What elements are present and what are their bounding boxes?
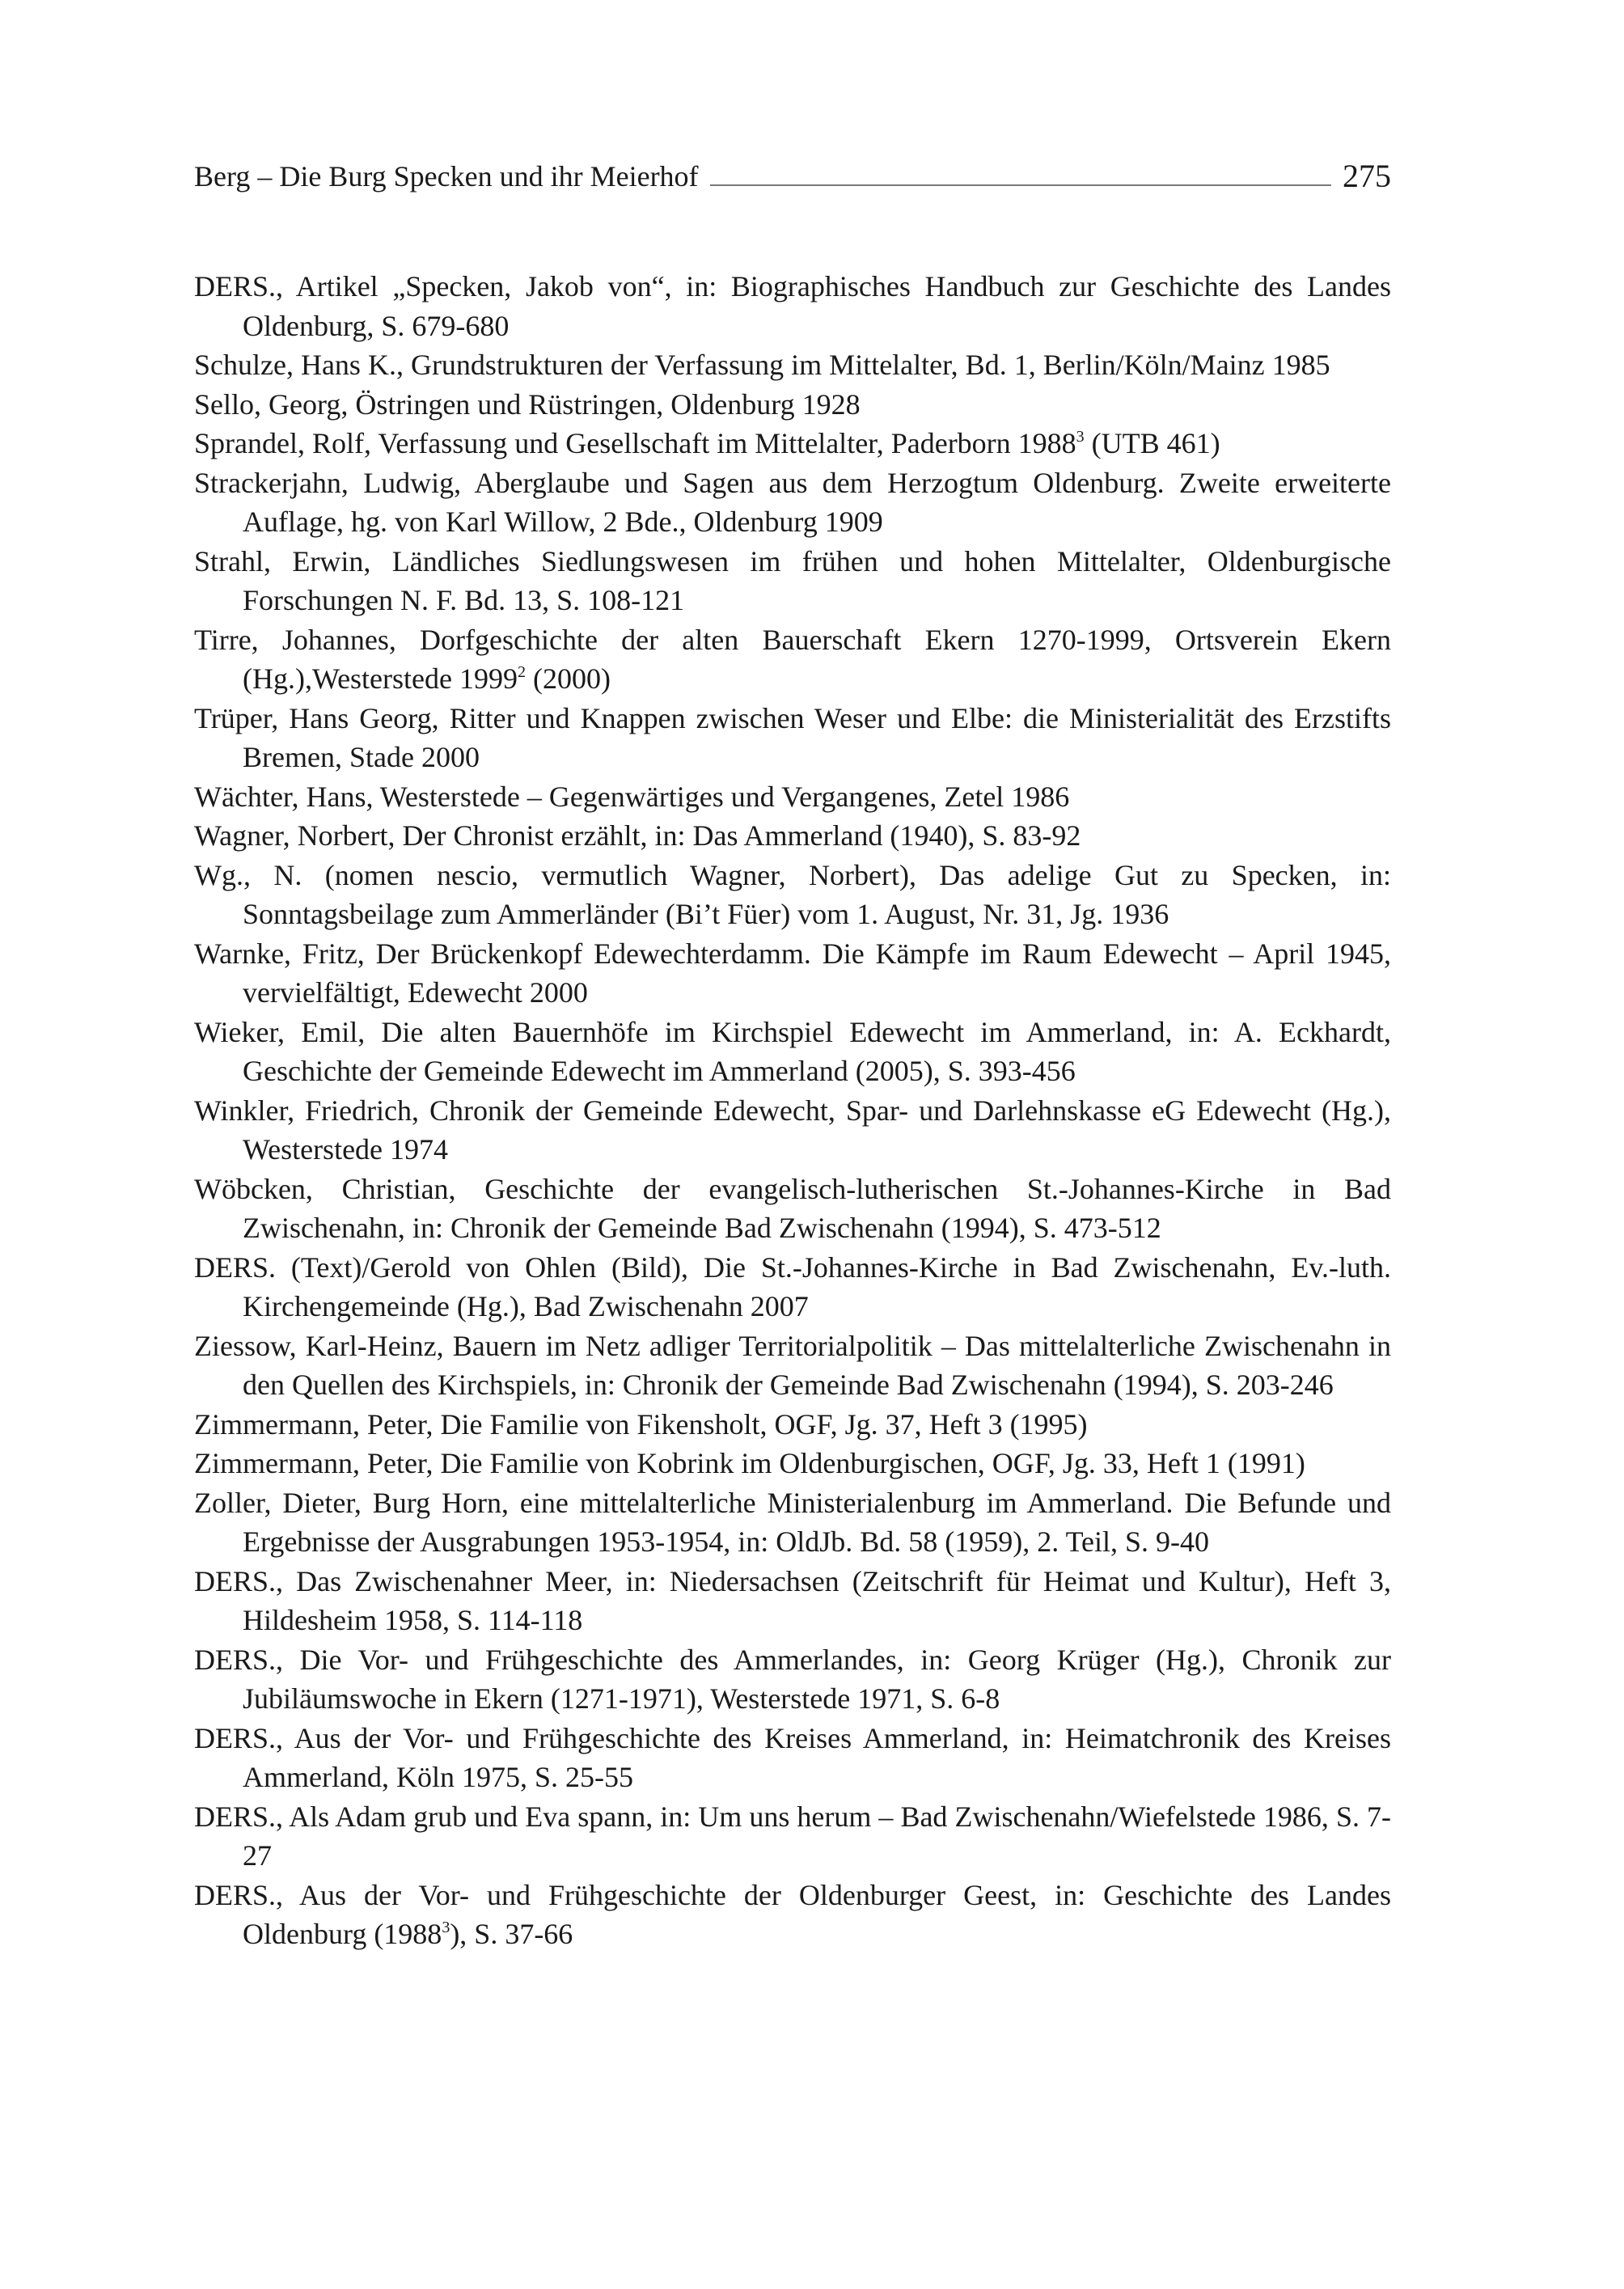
bibliography-entry bbox=[194, 856, 1391, 934]
entry-text: DERS. (Text)/Gerold von Ohlen (Bild), Die St.-Johannes-Kirche in Bad Zwischenahn, Ev.-luth. Kirchengemeinde (Hg.), Bad Zwischenahn 2007 bbox=[194, 1250, 1391, 1322]
entry-text: Wöbcken, Christian, Geschichte der evangelisch-lutherischen St.-Johannes-Kirche in Bad Zwischenahn, in: Chronik der Gemeinde Bad Zwischenahn (1994), S. 473-512 bbox=[194, 1172, 1391, 1244]
running-head-rule bbox=[710, 184, 1331, 186]
entry-text-continued: (UTB 461) bbox=[1084, 427, 1220, 459]
bibliography-list bbox=[194, 267, 1391, 1954]
entry-text: Wächter, Hans, Westerstede – Gegenwärtiges und Vergangenes, Zetel 1986 bbox=[194, 780, 1070, 813]
entry-text: Trüper, Hans Georg, Ritter und Knappen zwischen Weser und Elbe: die Ministerialität des Erzstifts Bremen, Stade 2000 bbox=[194, 701, 1391, 773]
bibliography-entry bbox=[194, 385, 1391, 425]
bibliography-entry bbox=[194, 816, 1391, 856]
bibliography-entry bbox=[194, 620, 1391, 699]
edition-superscript: 3 bbox=[1076, 428, 1085, 446]
entry-text: DERS., Aus der Vor- und Frühgeschichte der Oldenburger Geest, in: Geschichte des Landes Oldenburg (1988 bbox=[194, 1878, 1391, 1950]
entry-text: Wagner, Norbert, Der Chronist erzählt, in: Das Ammerland (1940), S. 83-92 bbox=[194, 819, 1081, 852]
edition-superscript: 3 bbox=[442, 1919, 450, 1936]
entry-text: Sello, Georg, Östringen und Rüstringen, Oldenburg 1928 bbox=[194, 387, 861, 421]
entry-text: Sprandel, Rolf, Verfassung und Gesellschaft im Mittelalter, Paderborn 1988 bbox=[194, 427, 1076, 459]
page-number: 275 bbox=[1343, 158, 1391, 194]
entry-text: Zimmermann, Peter, Die Familie von Kobrink im Oldenburgischen, OGF, Jg. 33, Heft 1 (1991) bbox=[194, 1447, 1305, 1479]
bibliography-entry bbox=[194, 345, 1391, 385]
bibliography-entry bbox=[194, 1248, 1391, 1326]
entry-text: DERS., Aus der Vor- und Frühgeschichte des Kreises Ammerland, in: Heimatchronik des Kreises Ammerland, Köln 1975, S. 25-55 bbox=[194, 1721, 1391, 1793]
entry-text-continued: (2000) bbox=[526, 662, 611, 695]
bibliography-entry bbox=[194, 542, 1391, 620]
bibliography-entry bbox=[194, 463, 1391, 542]
bibliography-entry bbox=[194, 1326, 1391, 1405]
bibliography-entry bbox=[194, 934, 1391, 1013]
bibliography-entry bbox=[194, 1405, 1391, 1445]
entry-text: DERS., Als Adam grub und Eva spann, in: Um uns herum – Bad Zwischenahn/Wiefelstede 1986, S. 7-27 bbox=[194, 1800, 1391, 1872]
entry-text: Zimmermann, Peter, Die Familie von Fikensholt, OGF, Jg. 37, Heft 3 (1995) bbox=[194, 1407, 1088, 1441]
bibliography-entry bbox=[194, 1483, 1391, 1562]
entry-text: Schulze, Hans K., Grundstrukturen der Verfassung im Mittelalter, Bd. 1, Berlin/Köln/Mainz 1985 bbox=[194, 349, 1330, 381]
entry-text: DERS., Artikel „Specken, Jakob von“, in: Biographisches Handbuch zur Geschichte des Landes Oldenburg, S. 679-680 bbox=[194, 270, 1391, 342]
edition-superscript: 2 bbox=[518, 663, 526, 681]
entry-text: Warnke, Fritz, Der Brückenkopf Edewechterdamm. Die Kämpfe im Raum Edewecht – April 1945, vervielfältigt, Edewecht 2000 bbox=[194, 937, 1391, 1009]
bibliography-entry bbox=[194, 1562, 1391, 1640]
entry-text: Strahl, Erwin, Ländliches Siedlungswesen im frühen und hohen Mittelalter, Oldenburgische Forschungen N. F. Bd. 13, S. 108-121 bbox=[194, 544, 1391, 616]
bibliography-entry bbox=[194, 1719, 1391, 1797]
entry-text: Ziessow, Karl-Heinz, Bauern im Netz adliger Territorialpolitik – Das mittelalterliche Zwischenahn in den Quellen des Kirchspiels, in: Chronik der Gemeinde Bad Zwischenahn (1994), S. 203-246 bbox=[194, 1329, 1391, 1401]
bibliography-entry bbox=[194, 1797, 1391, 1876]
bibliography-entry bbox=[194, 1013, 1391, 1091]
bibliography-entry bbox=[194, 1640, 1391, 1719]
bibliography-entry bbox=[194, 777, 1391, 817]
entry-text: Strackerjahn, Ludwig, Aberglaube und Sagen aus dem Herzogtum Oldenburg. Zweite erweiterte Auflage, hg. von Karl Willow, 2 Bde., Oldenburg 1909 bbox=[194, 466, 1391, 538]
bibliography-entry bbox=[194, 1444, 1391, 1483]
running-head bbox=[194, 152, 1391, 193]
bibliography-entry bbox=[194, 424, 1391, 463]
entry-text: Wg., N. (nomen nescio, vermutlich Wagner, Norbert), Das adelige Gut zu Specken, in: Sonntagsbeilage zum Ammerländer (Bi’t Füer) vom 1. August, Nr. 31, Jg. 1936 bbox=[194, 858, 1391, 930]
entry-text: DERS., Das Zwischenahner Meer, in: Niedersachsen (Zeitschrift für Heimat und Kultur), Heft 3, Hildesheim 1958, S. 114-118 bbox=[194, 1564, 1391, 1636]
entry-text: Zoller, Dieter, Burg Horn, eine mittelalterliche Ministerialenburg im Ammerland. Die Befunde und Ergebnisse der Ausgrabungen 1953-1954, in: OldJb. Bd. 58 (1959), 2. Teil, S. 9-40 bbox=[194, 1486, 1391, 1558]
entry-text: DERS., Die Vor- und Frühgeschichte des Ammerlandes, in: Georg Krüger (Hg.), Chronik zur Jubiläumswoche in Ekern (1271-1971), Westerstede 1971, S. 6-8 bbox=[194, 1643, 1391, 1715]
entry-text: Tirre, Johannes, Dorfgeschichte der alten Bauerschaft Ekern 1270-1999, Ortsverein Ekern (Hg.),Westerstede 1999 bbox=[194, 623, 1391, 695]
bibliography-entry bbox=[194, 1091, 1391, 1170]
bibliography-entry bbox=[194, 1876, 1391, 1954]
bibliography-entry bbox=[194, 699, 1391, 777]
bibliography-entry bbox=[194, 267, 1391, 345]
bibliography-entry bbox=[194, 1170, 1391, 1248]
entry-text: Winkler, Friedrich, Chronik der Gemeinde Edewecht, Spar- und Darlehnskasse eG Edewecht (Hg.), Westerstede 1974 bbox=[194, 1094, 1391, 1166]
running-head-title: Berg – Die Burg Specken und ihr Meierhof bbox=[194, 160, 699, 193]
entry-text: Wieker, Emil, Die alten Bauernhöfe im Kirchspiel Edewecht im Ammerland, in: A. Eckhardt, Geschichte der Gemeinde Edewecht im Ammerland (2005), S. 393-456 bbox=[194, 1015, 1391, 1087]
entry-text-continued: ), S. 37-66 bbox=[450, 1918, 573, 1950]
